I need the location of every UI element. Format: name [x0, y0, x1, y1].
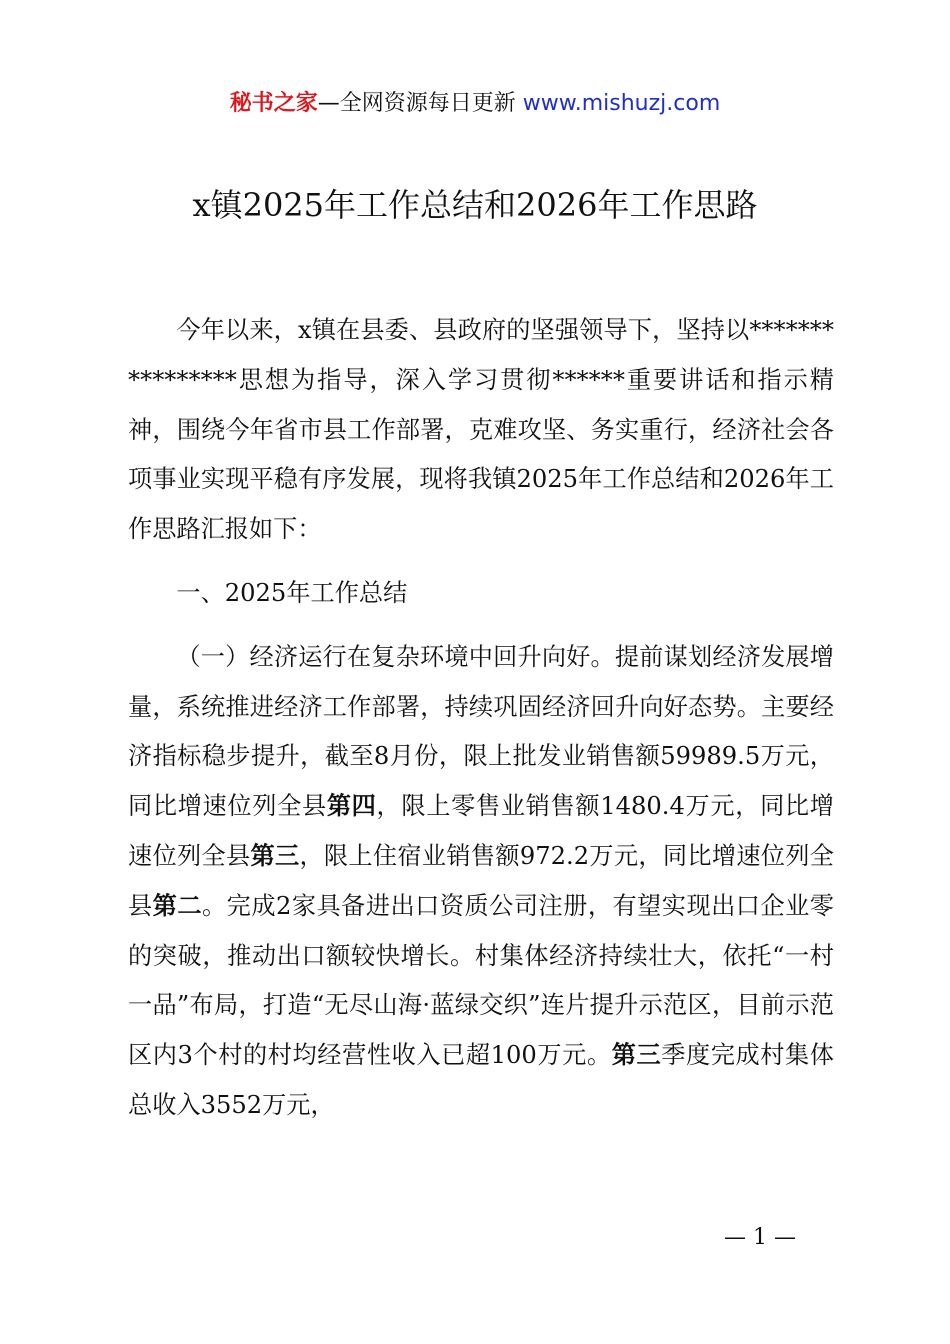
site-url-link[interactable]: www.mishuzj.com: [522, 91, 721, 116]
page-number: — 1 —: [724, 1225, 796, 1250]
rank-fourth: 第四: [326, 792, 377, 821]
third-quarter-bold: 第三: [611, 1041, 662, 1070]
site-slogan: —全网资源每日更新: [317, 91, 516, 116]
document-body: [128, 306, 834, 1131]
economy-text-4: 。完成2家具备进出口资质公司注册，有望实现出口企业零的突破，推动出口额较快增长。村集体经济持续壮大，依托“一村一品”布局，打造“无尽山海·蓝绿交织”连片提升示范区，目前示范区内3个村的村均经营性收入已超100万元。: [128, 891, 834, 1070]
economy-text-3: ，限上住宿业销售额972.2万元，同比增速位列全县: [128, 841, 834, 920]
section-heading: 一、2025年工作总结: [176, 578, 408, 607]
site-header: [0, 86, 950, 122]
economy-text-2: ，限上零售业销售额1480.4万元，同比增速位列全县: [128, 792, 834, 870]
rank-third: 第三: [250, 841, 300, 870]
economy-paragraph: [128, 633, 834, 1131]
document-title: x镇2025年工作总结和2026年工作思路: [192, 186, 758, 224]
intro-paragraph: 今年以来，x镇在县委、县政府的坚强领导下，坚持以****************思想为指导，深入学习贯彻******重要讲话和指示精神，围绕今年省市县工作部署，克难攻坚、务实重行，经济社会各项事业实现平稳有序发展，现将我镇2025年工作总结和2026年工作思路汇报如下：: [128, 316, 834, 544]
rank-second: 第二: [152, 891, 202, 920]
economy-text-5: 季度完成村集体总收入3552万元，: [128, 1041, 834, 1119]
economy-text-1: （一）经济运行在复杂环境中回升向好。提前谋划经济发展增量，系统推进经济工作部署，持续巩固经济回升向好态势。主要经济指标稳步提升，截至8月份，限上批发业销售额59989.5万元，同比增速位列全县: [128, 642, 834, 821]
brand-name: 秘书之家: [229, 91, 318, 116]
